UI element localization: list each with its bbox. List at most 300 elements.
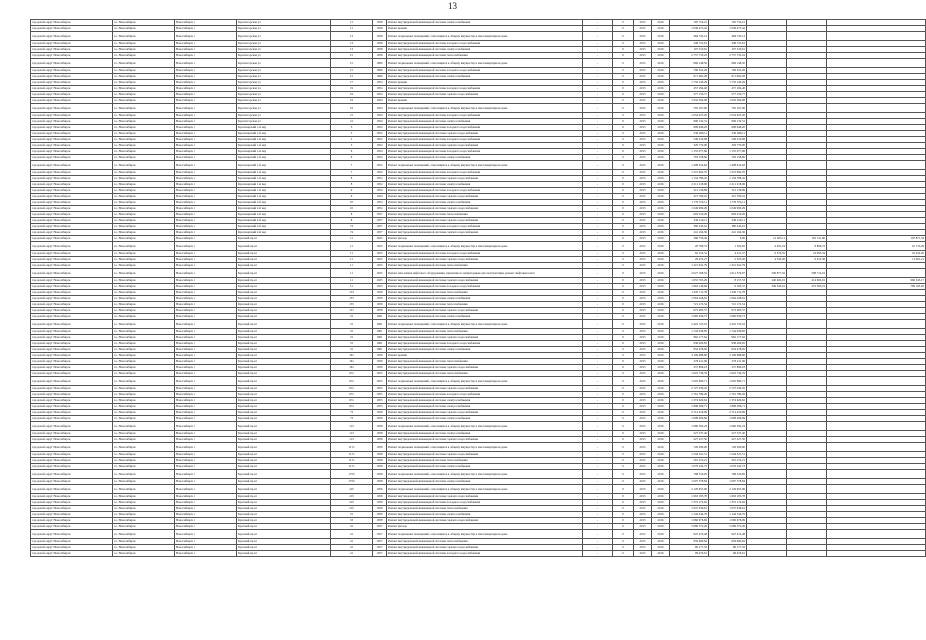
table-cell: 9 012,38 bbox=[787, 257, 827, 263]
table-cell: Красноярский 2-й пер bbox=[237, 206, 331, 212]
table-cell: 1958 bbox=[373, 452, 387, 458]
table-row bbox=[31, 422, 926, 431]
table-cell: 0 bbox=[613, 422, 634, 431]
table-cell: Ремонт внутридомовой инженерной системы холодного водоснабжения bbox=[387, 551, 583, 557]
table-cell: Ремонт внутридомовой инженерной системы горячего водоснабжения bbox=[387, 365, 583, 371]
table-cell: 0 bbox=[613, 296, 634, 302]
table-cell: Ремонт внутридомовой инженерной системы электроснабжения bbox=[387, 416, 583, 422]
table-cell: 2016 bbox=[652, 47, 670, 53]
table-cell: 31 bbox=[331, 329, 373, 335]
table-cell: 1955 bbox=[373, 377, 387, 386]
table-cell: 15 bbox=[331, 53, 373, 59]
table-cell: городской округ Новосибирск bbox=[31, 371, 113, 377]
table-cell: Красногорская ул bbox=[237, 92, 331, 98]
table-cell: Новосибирск г bbox=[175, 410, 237, 416]
table-cell: 1952 bbox=[373, 143, 387, 149]
table-cell: 67а bbox=[331, 377, 373, 386]
table-cell: 1960 bbox=[373, 59, 387, 68]
table-cell: 3 109 688,60 bbox=[670, 353, 709, 359]
table-cell: 2015 bbox=[634, 500, 652, 506]
table-cell: 2016 bbox=[652, 518, 670, 524]
table-cell: 1 808 286,71 bbox=[670, 404, 709, 410]
table-cell: 19 bbox=[331, 92, 373, 98]
table-cell: 947 474,48 bbox=[709, 530, 747, 539]
table-cell: 1952 bbox=[373, 176, 387, 182]
table-cell: Ремонт внутридомовой инженерной системы электроснабжения bbox=[387, 47, 583, 53]
table-cell: 0 bbox=[613, 335, 634, 341]
table-cell: 2015 bbox=[634, 41, 652, 47]
table-cell: городской округ Новосибирск bbox=[31, 26, 113, 32]
table-cell: Красный пр-кт bbox=[237, 308, 331, 314]
table-cell: 795 167,00 bbox=[670, 104, 709, 113]
table-cell: - bbox=[583, 137, 613, 143]
table-cell: 2016 bbox=[652, 212, 670, 218]
table-cell: 19 bbox=[331, 86, 373, 92]
table-cell: городской округ Новосибирск bbox=[31, 314, 113, 320]
table-cell: 0 bbox=[613, 545, 634, 551]
table-cell: 360 243,10 bbox=[670, 224, 709, 230]
table-cell: Новосибирск г bbox=[175, 479, 237, 485]
table-cell: Красногорская ул bbox=[237, 59, 331, 68]
table-cell: Ремонт внутридомовой инженерной системы холодного водоснабжения bbox=[387, 125, 583, 131]
table-cell: - bbox=[583, 176, 613, 182]
table-cell: 1954 bbox=[373, 200, 387, 206]
table-cell: 8 bbox=[331, 176, 373, 182]
table-cell: 512 136,89 bbox=[709, 188, 747, 194]
table-cell: 2015 bbox=[634, 269, 652, 278]
table-cell: г.о. Новосибирск bbox=[113, 218, 175, 224]
table-cell: г.о. Новосибирск bbox=[113, 443, 175, 452]
table-cell: 2016 bbox=[652, 59, 670, 68]
table-cell: 6 bbox=[331, 149, 373, 155]
table-cell: Новосибирск г bbox=[175, 194, 237, 200]
table-cell bbox=[787, 59, 827, 68]
table-cell: 603 219,20 bbox=[670, 212, 709, 218]
table-cell: 768 316,95 bbox=[670, 470, 709, 479]
table-cell: Новосибирск г bbox=[175, 329, 237, 335]
table-cell bbox=[747, 377, 787, 386]
table-cell: г.о. Новосибирск bbox=[113, 398, 175, 404]
table-cell bbox=[827, 485, 926, 494]
table-cell: 2015 bbox=[634, 518, 652, 524]
table-cell: Красногорская ул bbox=[237, 53, 331, 59]
table-cell: 2015 bbox=[634, 119, 652, 125]
table-cell: Ремонт внутридомовой инженерной системы горячего водоснабжения bbox=[387, 278, 583, 284]
table-cell: 1 005 690,71 bbox=[670, 377, 709, 386]
table-cell: 2015 bbox=[634, 551, 652, 557]
table-cell: Красногорская ул bbox=[237, 98, 331, 104]
table-cell: Новосибирск г bbox=[175, 422, 237, 431]
table-cell: Красный пр-кт bbox=[237, 365, 331, 371]
table-cell bbox=[787, 377, 827, 386]
table-cell bbox=[787, 32, 827, 41]
table-cell: 2015 bbox=[634, 143, 652, 149]
table-cell: Новосибирск г bbox=[175, 119, 237, 125]
table-cell: Красногорская ул bbox=[237, 119, 331, 125]
table-cell: Новосибирск г bbox=[175, 314, 237, 320]
table-cell: Красноярский 2-й пер bbox=[237, 200, 331, 206]
table-cell: г.о. Новосибирск bbox=[113, 302, 175, 308]
table-cell: 240 402,91 bbox=[747, 278, 787, 284]
table-cell: 1954 bbox=[373, 80, 387, 86]
table-cell: 11 bbox=[331, 257, 373, 263]
table-cell: 2016 bbox=[652, 335, 670, 341]
table-cell: 2 129 655,00 bbox=[670, 485, 709, 494]
table-cell: 0 bbox=[613, 437, 634, 443]
table-cell: 0 bbox=[613, 500, 634, 506]
table-cell: 1 155 077,96 bbox=[709, 149, 747, 155]
table-cell: 2015 bbox=[634, 182, 652, 188]
table-cell: Новосибирск г bbox=[175, 269, 237, 278]
table-cell: Ремонт внутридомовой инженерной системы горячего водоснабжения bbox=[387, 335, 583, 341]
table-cell: г.о. Новосибирск bbox=[113, 371, 175, 377]
table-cell: 2016 bbox=[652, 437, 670, 443]
table-cell: г.о. Новосибирск bbox=[113, 20, 175, 26]
table-cell: 1 054 025,20 bbox=[670, 113, 709, 119]
table-cell: 472 393,19 bbox=[787, 284, 827, 290]
table-cell: Красноярский 1-й пер bbox=[237, 149, 331, 155]
table-cell: 2016 bbox=[652, 68, 670, 74]
table-cell: 0 bbox=[613, 206, 634, 212]
table-cell: Новосибирск г bbox=[175, 296, 237, 302]
table-cell: 236 410,11 bbox=[709, 218, 747, 224]
table-cell: 0 bbox=[613, 452, 634, 458]
table-cell: 2015 bbox=[634, 314, 652, 320]
table-cell bbox=[787, 104, 827, 113]
table-cell: 0 bbox=[613, 86, 634, 92]
table-cell: 67а bbox=[331, 404, 373, 410]
table-cell: 1955 bbox=[373, 392, 387, 398]
table-cell: 2015 bbox=[634, 392, 652, 398]
table-cell: Красноярский 1-й пер bbox=[237, 188, 331, 194]
table-cell: 276 411,06 bbox=[709, 359, 747, 365]
table-cell: 8 bbox=[331, 182, 373, 188]
table-cell: городской округ Новосибирск bbox=[31, 194, 113, 200]
table-cell: 67а bbox=[331, 386, 373, 392]
table-cell: Красный пр-кт bbox=[237, 314, 331, 320]
table-cell: 0 bbox=[613, 26, 634, 32]
table-cell: 2015 bbox=[634, 464, 652, 470]
table-cell: 1 064 428,91 bbox=[670, 296, 709, 302]
table-cell: Красный пр-кт bbox=[237, 431, 331, 437]
table-cell: Новосибирск г bbox=[175, 26, 237, 32]
table-cell: 2015 bbox=[634, 341, 652, 347]
table-cell: 549 219,08 bbox=[670, 137, 709, 143]
table-cell: Новосибирск г bbox=[175, 47, 237, 53]
table-cell: Красный пр-кт bbox=[237, 296, 331, 302]
table-cell: 2016 bbox=[652, 539, 670, 545]
table-cell: 0 bbox=[613, 398, 634, 404]
table-cell: 2016 bbox=[652, 278, 670, 284]
table-cell: Новосибирск г bbox=[175, 494, 237, 500]
table-cell: 1957 bbox=[373, 530, 387, 539]
table-cell: 457 184,40 bbox=[670, 86, 709, 92]
table-cell: 1956 bbox=[373, 500, 387, 506]
table-cell: 527 537,40 bbox=[709, 431, 747, 437]
table-cell: 2015 bbox=[634, 359, 652, 365]
table-cell: - bbox=[583, 524, 613, 530]
table-cell: Ремонт подвальных помещений, относящихся к общему имуществу в многоквартирном доме bbox=[387, 530, 583, 539]
table-cell: 2015 bbox=[634, 104, 652, 113]
table-cell: городской округ Новосибирск bbox=[31, 176, 113, 182]
table-cell: городской округ Новосибирск bbox=[31, 59, 113, 68]
table-cell: г.о. Новосибирск bbox=[113, 437, 175, 443]
table-cell: 1 732 140,29 bbox=[670, 80, 709, 86]
table-cell: Ремонт внутридомовой инженерной системы электроснабжения bbox=[387, 398, 583, 404]
table-cell: 0 bbox=[613, 59, 634, 68]
table-cell: 0 bbox=[613, 104, 634, 113]
table-cell: 2015 bbox=[634, 494, 652, 500]
table-cell: городской округ Новосибирск bbox=[31, 404, 113, 410]
table-cell: 2016 bbox=[652, 161, 670, 170]
table-cell: Красный пр-кт bbox=[237, 458, 331, 464]
table-cell: 2016 bbox=[652, 308, 670, 314]
table-row bbox=[31, 470, 926, 479]
table-cell: 6 bbox=[331, 155, 373, 161]
table-cell: - bbox=[583, 410, 613, 416]
table-cell: 906 132,31 bbox=[709, 119, 747, 125]
table-cell: 2016 bbox=[652, 524, 670, 530]
table-cell: 2016 bbox=[652, 431, 670, 437]
table-cell: 175б bbox=[331, 479, 373, 485]
table-cell: Новосибирск г bbox=[175, 341, 237, 347]
table-cell: - bbox=[583, 329, 613, 335]
table-cell: - bbox=[583, 551, 613, 557]
table-cell: 4 342,20 bbox=[747, 257, 787, 263]
table-cell bbox=[787, 320, 827, 329]
table-cell: городской округ Новосибирск bbox=[31, 320, 113, 329]
table-cell: 659 690,62 bbox=[670, 539, 709, 545]
table-cell: 2015 bbox=[634, 308, 652, 314]
table-cell: Новосибирск г bbox=[175, 398, 237, 404]
table-cell: Ремонт внутридомовой инженерной системы теплоснабжения bbox=[387, 458, 583, 464]
table-cell: 1958 bbox=[373, 20, 387, 26]
table-cell: 1 005 690,71 bbox=[709, 377, 747, 386]
table-cell: 80 177,32 bbox=[670, 545, 709, 551]
table-cell: 1 608 406,69 bbox=[709, 416, 747, 422]
table-cell: 1958 bbox=[373, 53, 387, 59]
table-cell: городской округ Новосибирск bbox=[31, 347, 113, 353]
table-cell: г.о. Новосибирск bbox=[113, 176, 175, 182]
table-cell: - bbox=[583, 494, 613, 500]
table-cell: 2 422 723,16 bbox=[709, 320, 747, 329]
table-cell: Ремонт внутридомовой инженерной системы электроснабжения bbox=[387, 74, 583, 80]
table-cell: 484 745,14 bbox=[709, 32, 747, 41]
table-cell: 0 bbox=[613, 92, 634, 98]
table-cell: г.о. Новосибирск bbox=[113, 431, 175, 437]
table-cell: г.о. Новосибирск bbox=[113, 92, 175, 98]
table-cell: 227 227,50 bbox=[670, 437, 709, 443]
table-cell: 1 655 765,29 bbox=[670, 278, 709, 284]
table-cell: г.о. Новосибирск bbox=[113, 485, 175, 494]
table-cell: г.о. Новосибирск bbox=[113, 143, 175, 149]
table-cell: 2016 bbox=[652, 494, 670, 500]
table-cell: г.о. Новосибирск bbox=[113, 458, 175, 464]
table-cell: 11 bbox=[331, 20, 373, 26]
table-cell: 99 476,61 bbox=[709, 551, 747, 557]
table-cell: Красный пр-кт bbox=[237, 479, 331, 485]
table-cell: - bbox=[583, 500, 613, 506]
table-cell: г.о. Новосибирск bbox=[113, 518, 175, 524]
table-cell: 2015 bbox=[634, 458, 652, 464]
table-cell: 117а bbox=[331, 443, 373, 452]
table-cell: 1956 bbox=[373, 410, 387, 416]
table-cell: Новосибирск г bbox=[175, 437, 237, 443]
table-cell: г.о. Новосибирск bbox=[113, 104, 175, 113]
table-cell: 0 bbox=[613, 314, 634, 320]
table-cell: Ремонт подвальных помещений, относящихся к общему имуществу в многоквартирном доме bbox=[387, 320, 583, 329]
table-cell: 1 320 711,78 bbox=[709, 290, 747, 296]
table-cell: Новосибирск г bbox=[175, 200, 237, 206]
table-cell: 0 bbox=[613, 149, 634, 155]
table-cell: Красноярский 2-й пер bbox=[237, 230, 331, 236]
table-cell: городской округ Новосибирск bbox=[31, 41, 113, 47]
table-cell: 1959 bbox=[373, 290, 387, 296]
table-cell: 15 bbox=[331, 74, 373, 80]
table-cell: городской округ Новосибирск bbox=[31, 170, 113, 176]
table-row bbox=[31, 269, 926, 278]
table-cell: 660 345,17 bbox=[827, 278, 926, 284]
table-cell: Красный пр-кт bbox=[237, 437, 331, 443]
table-cell: 1956 bbox=[373, 506, 387, 512]
table-cell: городской округ Новосибирск bbox=[31, 485, 113, 494]
table-cell: Красный пр-кт bbox=[237, 410, 331, 416]
table-cell: 1958 bbox=[373, 518, 387, 524]
table-cell: г.о. Новосибирск bbox=[113, 290, 175, 296]
table-cell bbox=[827, 530, 926, 539]
table-cell: 2016 bbox=[652, 392, 670, 398]
table-cell: - bbox=[583, 194, 613, 200]
table-cell: 4 401,19 bbox=[747, 242, 787, 251]
table-cell: Новосибирск г bbox=[175, 485, 237, 494]
table-cell: г.о. Новосибирск bbox=[113, 308, 175, 314]
table-cell: Ремонт внутридомовой инженерной системы холодного водоснабжения bbox=[387, 251, 583, 257]
table-cell: 0 bbox=[613, 119, 634, 125]
table-cell: Красный пр-кт bbox=[237, 545, 331, 551]
table-cell: 0 bbox=[613, 551, 634, 557]
table-cell: Ремонт внутридомовой инженерной системы холодного водоснабжения bbox=[387, 170, 583, 176]
table-cell: Ремонт внутридомовой инженерной системы холодного водоснабжения bbox=[387, 341, 583, 347]
table-cell: - bbox=[583, 74, 613, 80]
table-cell: 31 bbox=[331, 512, 373, 518]
table-cell: 175б bbox=[331, 470, 373, 479]
table-cell: 41 bbox=[331, 524, 373, 530]
table-cell: 577 150,77 bbox=[670, 92, 709, 98]
table-cell: 1958 bbox=[373, 437, 387, 443]
table-cell: 2015 bbox=[634, 404, 652, 410]
table-cell: 0 bbox=[613, 470, 634, 479]
table-cell: г.о. Новосибирск bbox=[113, 506, 175, 512]
table-cell: г.о. Новосибирск bbox=[113, 242, 175, 251]
table-cell: Красноярский 1-й пер bbox=[237, 161, 331, 170]
table-cell: г.о. Новосибирск bbox=[113, 32, 175, 41]
table-cell: 19 bbox=[331, 104, 373, 113]
table-cell: 1952 bbox=[373, 125, 387, 131]
table-cell: 276 411,06 bbox=[670, 359, 709, 365]
table-cell: городской округ Новосибирск bbox=[31, 335, 113, 341]
table-cell: 1954 bbox=[373, 206, 387, 212]
table-cell: Красногорская ул bbox=[237, 68, 331, 74]
table-cell: Ремонт внутридомовой инженерной системы холодного водоснабжения bbox=[387, 188, 583, 194]
table-cell: Новосибирск г bbox=[175, 302, 237, 308]
table-cell: Красноярский 1-й пер bbox=[237, 155, 331, 161]
table-cell: 15 bbox=[331, 68, 373, 74]
table-cell: - bbox=[583, 212, 613, 218]
table-cell: 1955 bbox=[373, 371, 387, 377]
table-cell: 795 167,00 bbox=[709, 104, 747, 113]
table-cell: 2015 bbox=[634, 206, 652, 212]
table-cell: г.о. Новосибирск bbox=[113, 494, 175, 500]
table-cell: 0 bbox=[613, 458, 634, 464]
table-cell: 0 bbox=[613, 302, 634, 308]
table-cell: 2016 bbox=[652, 86, 670, 92]
table-cell: 157 bbox=[331, 308, 373, 314]
table-cell: 947 474,48 bbox=[670, 530, 709, 539]
table-cell: - bbox=[583, 230, 613, 236]
table-cell: 41 bbox=[331, 539, 373, 545]
table-cell: - bbox=[583, 392, 613, 398]
table-cell: Новосибирск г bbox=[175, 161, 237, 170]
table-cell: Новосибирск г bbox=[175, 371, 237, 377]
table-cell: 1959 bbox=[373, 296, 387, 302]
table-cell: 73 bbox=[331, 410, 373, 416]
table-cell: городской округ Новосибирск bbox=[31, 296, 113, 302]
table-cell: городской округ Новосибирск bbox=[31, 257, 113, 263]
table-cell: 0 bbox=[613, 290, 634, 296]
table-cell: 2015 bbox=[634, 290, 652, 296]
table-cell: 2015 bbox=[634, 92, 652, 98]
table-cell: - bbox=[583, 170, 613, 176]
table-cell: 8 806,72 bbox=[787, 242, 827, 251]
table-cell: Новосибирск г bbox=[175, 539, 237, 545]
table-cell: 2016 bbox=[652, 470, 670, 479]
table-cell: 0 bbox=[613, 443, 634, 452]
table-cell: 2016 bbox=[652, 506, 670, 512]
table-cell: - bbox=[583, 125, 613, 131]
table-cell: 2016 bbox=[652, 200, 670, 206]
table-cell: - bbox=[583, 443, 613, 452]
table-cell: г.о. Новосибирск bbox=[113, 137, 175, 143]
table-cell: Новосибирск г bbox=[175, 149, 237, 155]
table-cell: 2015 bbox=[634, 296, 652, 302]
table-cell: 2016 bbox=[652, 296, 670, 302]
table-cell: 659 690,62 bbox=[709, 539, 747, 545]
table-cell: 726 209,00 bbox=[709, 443, 747, 452]
table-cell: - bbox=[583, 242, 613, 251]
table-cell: Новосибирск г bbox=[175, 431, 237, 437]
table-cell: 2 027 168,55 bbox=[670, 269, 709, 278]
table-cell: 0 bbox=[613, 74, 634, 80]
table-cell: 1958 bbox=[373, 47, 387, 53]
table-cell: - bbox=[583, 200, 613, 206]
table-cell: 181 311,90 bbox=[787, 236, 827, 242]
table-cell: 1 937 036,61 bbox=[709, 506, 747, 512]
table-cell: 2015 bbox=[634, 74, 652, 80]
table-cell: 241 164,36 bbox=[709, 230, 747, 236]
table-cell: 2016 bbox=[652, 188, 670, 194]
table-cell: городской округ Новосибирск bbox=[31, 182, 113, 188]
table-cell: г.о. Новосибирск bbox=[113, 329, 175, 335]
table-cell bbox=[747, 320, 787, 329]
table-cell bbox=[787, 485, 827, 494]
table-cell: 73 bbox=[331, 416, 373, 422]
table-cell: 2016 bbox=[652, 80, 670, 86]
table-cell: г.о. Новосибирск bbox=[113, 296, 175, 302]
table-cell: городской округ Новосибирск bbox=[31, 302, 113, 308]
table-cell: 15 bbox=[331, 59, 373, 68]
table-cell: Новосибирск г bbox=[175, 320, 237, 329]
table-cell: - bbox=[583, 422, 613, 431]
